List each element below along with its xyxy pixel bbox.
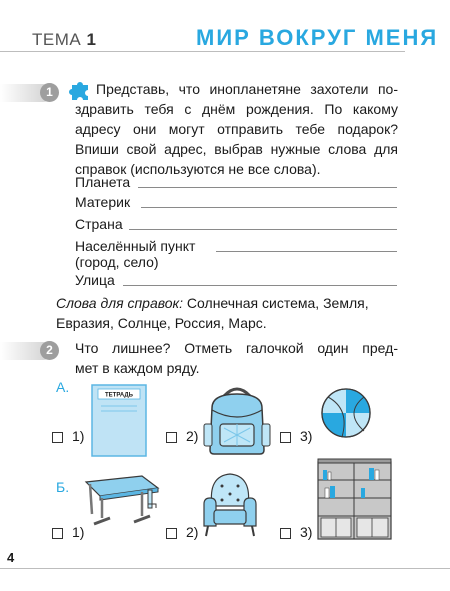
field-label-street: Улица bbox=[75, 272, 115, 288]
task-2-line-2: мет в каждом ряду. bbox=[75, 360, 200, 376]
task-2-number: 2 bbox=[40, 341, 59, 360]
row-b-option-3-label: 3) bbox=[300, 524, 313, 540]
backpack-illustration bbox=[202, 384, 272, 456]
topic-label: ТЕМА 1 bbox=[32, 30, 97, 49]
row-b-option-2-checkbox[interactable] bbox=[166, 528, 177, 539]
row-a-option-3-checkbox[interactable] bbox=[280, 432, 291, 443]
topic-number: 1 bbox=[86, 30, 97, 49]
row-b-label: Б. bbox=[56, 479, 70, 495]
row-a-option-1-checkbox[interactable] bbox=[52, 432, 63, 443]
reference-words-cont: Евразия, Солнце, Россия, Марс. bbox=[56, 315, 267, 331]
armchair-illustration bbox=[200, 470, 260, 540]
row-a-option-2-label: 2) bbox=[186, 428, 199, 444]
row-a-option-2-checkbox[interactable] bbox=[166, 432, 177, 443]
continent-answer-line[interactable] bbox=[141, 207, 397, 208]
country-answer-line[interactable] bbox=[129, 229, 397, 230]
row-a-label: А. bbox=[56, 379, 70, 395]
task-1-line-3: адресу они могут отправить тебе подарок? bbox=[75, 121, 398, 137]
settlement-answer-line[interactable] bbox=[216, 251, 397, 252]
header-divider bbox=[0, 51, 405, 52]
row-a-option-3-label: 3) bbox=[300, 428, 313, 444]
row-b-option-1-label: 1) bbox=[72, 524, 85, 540]
row-b-option-1-checkbox[interactable] bbox=[52, 528, 63, 539]
page-number: 4 bbox=[7, 550, 15, 565]
task-2-line-1: Что лишнее? Отметь галочкой один пред- bbox=[75, 340, 398, 356]
row-b-option-2-label: 2) bbox=[186, 524, 199, 540]
field-label-country: Страна bbox=[75, 216, 123, 232]
reference-label: Слова для справок: bbox=[56, 295, 184, 311]
svg-text:ТЕТРАДЬ: ТЕТРАДЬ bbox=[105, 392, 133, 399]
task-1-line-4: Впиши свой адрес, выбрав нужные слова для bbox=[75, 141, 398, 157]
row-b-option-3-checkbox[interactable] bbox=[280, 528, 291, 539]
ball-illustration bbox=[320, 387, 372, 439]
field-label-continent: Материк bbox=[75, 194, 131, 210]
bookcase-illustration bbox=[317, 458, 392, 540]
field-note-settlement: (город, село) bbox=[75, 254, 159, 270]
page-title: МИР ВОКРУГ МЕНЯ bbox=[196, 25, 439, 50]
reference-words: Слова для справок: Солнечная система, Земля, bbox=[56, 295, 369, 311]
footer-divider bbox=[0, 568, 450, 569]
desk-illustration bbox=[80, 474, 162, 530]
task-1-line-2: здравить тебя с днём рождения. По какому bbox=[75, 101, 398, 117]
field-label-planet: Планета bbox=[75, 174, 131, 190]
field-label-settlement: Населённый пункт bbox=[75, 238, 196, 254]
notebook-illustration bbox=[91, 384, 147, 457]
street-answer-line[interactable] bbox=[123, 285, 397, 286]
task-1-number: 1 bbox=[40, 83, 59, 102]
row-a-option-1-label: 1) bbox=[72, 428, 85, 444]
task-1-line-5: справок (используются не все слова). bbox=[75, 161, 321, 177]
planet-answer-line[interactable] bbox=[138, 187, 397, 188]
task-1-line-1: Представь, что инопланетяне захотели по- bbox=[96, 81, 398, 97]
